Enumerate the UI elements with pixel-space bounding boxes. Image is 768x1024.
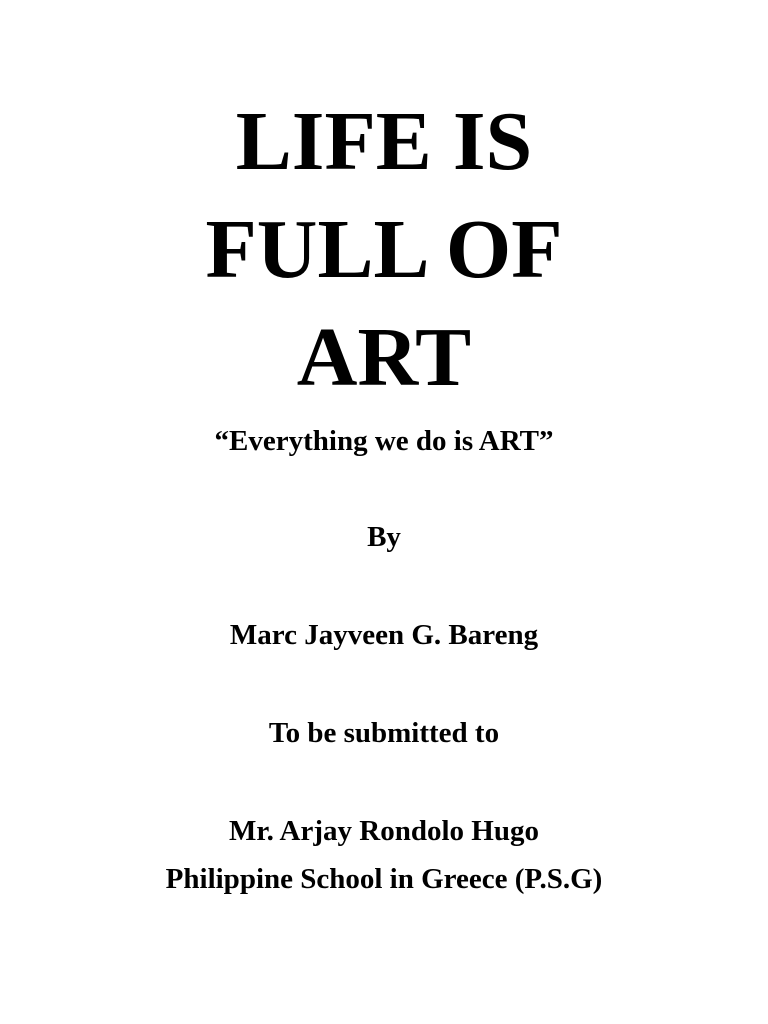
title-line-2: FULL OF <box>205 203 563 296</box>
author-name: Marc Jayveen G. Bareng <box>229 619 539 651</box>
school-name: Philippine School in Greece (P.S.G) <box>165 863 603 895</box>
title-line-1: LIFE IS <box>235 95 533 188</box>
title-line-3: ART <box>296 311 472 404</box>
recipient-name: Mr. Arjay Rondolo Hugo <box>229 815 539 847</box>
by-label: By <box>367 521 401 553</box>
submitted-to-label: To be submitted to <box>268 717 500 749</box>
subtitle-quote: “Everything we do is ART” <box>214 425 554 457</box>
